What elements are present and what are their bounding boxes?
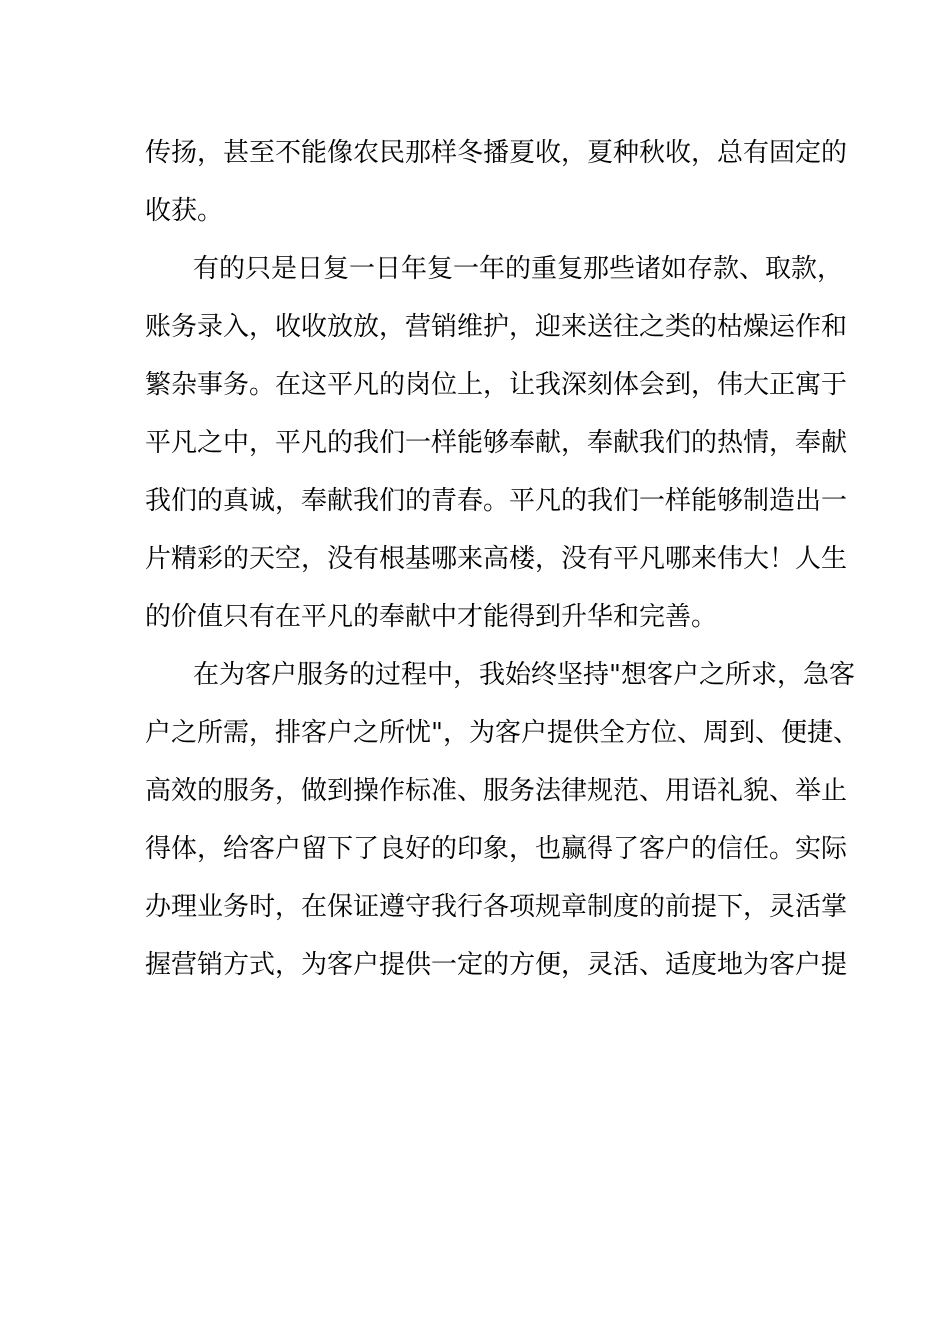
text-line: 繁杂事务。在这平凡的岗位上，让我深刻体会到，伟大正寓于	[145, 370, 848, 400]
text-line: 办理业务时，在保证遵守我行各项规章制度的前提下，灵活掌	[145, 892, 848, 922]
text-line: 片精彩的天空，没有根基哪来高楼，没有平凡哪来伟大！人生	[145, 544, 848, 574]
body-text	[145, 126, 859, 996]
text-line: 户之所需，排客户之所忧"，为客户提供全方位、周到、便捷、	[145, 718, 859, 748]
text-line: 我们的真诚，奉献我们的青春。平凡的我们一样能够制造出一	[145, 486, 848, 516]
text-line: 收获。	[145, 196, 224, 226]
text-line: 握营销方式，为客户提供一定的方便，灵活、适度地为客户提	[145, 950, 848, 980]
text-line: 高效的服务，做到操作标准、服务法律规范、用语礼貌、举止	[145, 776, 848, 806]
text-line: 账务录入，收收放放，营销维护，迎来送往之类的枯燥运作和	[145, 312, 848, 342]
text-line: 在为客户服务的过程中，我始终坚持"想客户之所求，急客	[193, 660, 855, 690]
text-line: 平凡之中，平凡的我们一样能够奉献，奉献我们的热情，奉献	[145, 428, 848, 458]
text-line: 得体，给客户留下了良好的印象，也赢得了客户的信任。实际	[145, 834, 848, 864]
text-line: 的价值只有在平凡的奉献中才能得到升华和完善。	[145, 602, 718, 632]
text-line: 有的只是日复一日年复一年的重复那些诸如存款、取款，	[193, 254, 844, 284]
text-line: 传扬，甚至不能像农民那样冬播夏收，夏种秋收，总有固定的	[145, 138, 848, 168]
